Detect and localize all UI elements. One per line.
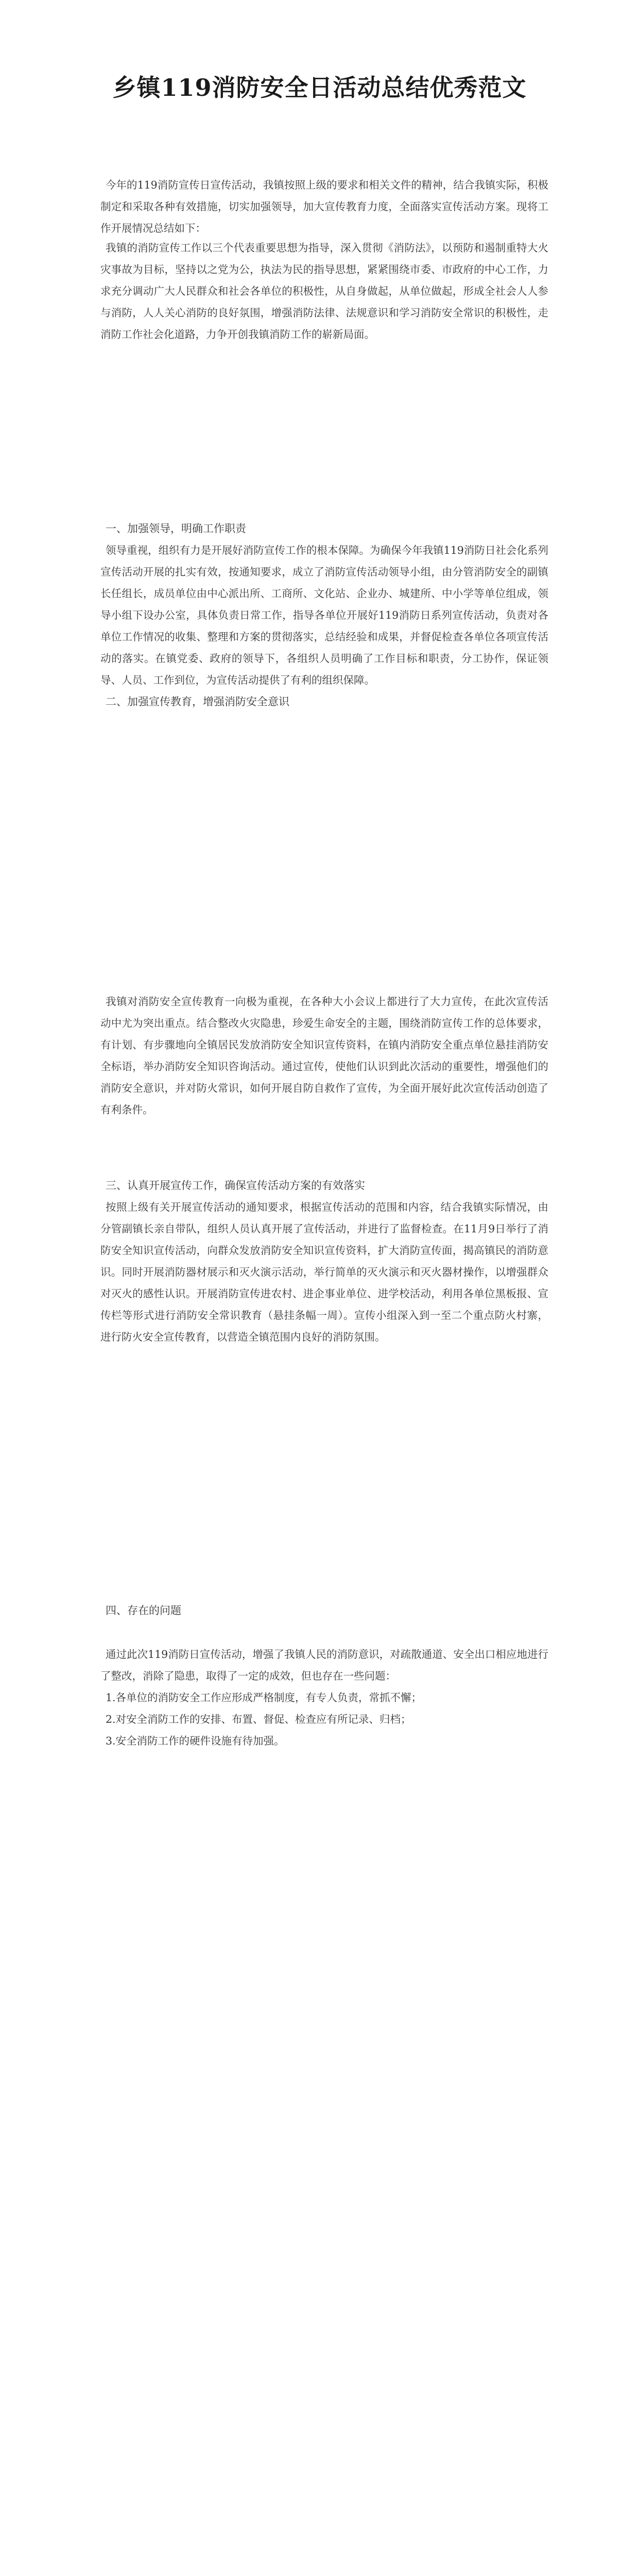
section-2-heading: 二、加强宣传教育，增强消防安全意识	[106, 696, 289, 708]
section-4-body: 通过此次119消防日宣传活动，增强了我镇人民的消防意识，对疏散通道、安全出口相应地进行了整改，消除了隐患，取得了一定的成效，但也存在一些问题：	[100, 1648, 548, 1682]
section-4	[100, 1643, 548, 1752]
section-2-body: 我镇对消防安全宣传教育一向极为重视，在各种大小会议上都进行了大力宣传，在此次宣传活动中尤为突出重点。结合整改火灾隐患，珍爱生命安全的主题，围绕消防宣传工作的总体要求，有计划、有步骤地向全镇居民发放消防安全知识宣传资料，在镇内消防安全重点单位悬挂消防安全标语，举办消防安全知识咨询活动。通过宣传，使他们认识到此次活动的重要性，增强他们的消防安全意识，并对防火常识，如何开展自防自救作了宣传，为全面开展好此次宣传活动创造了有利条件。	[100, 995, 548, 1116]
intro-paragraph: 今年的119消防宣传日宣传活动，我镇按照上级的要求和相关文件的精神，结合我镇实际，积极制定和采取各种有效措施，切实加强领导，加大宣传教育力度，全面落实宣传活动方案。现将工作开展情况总结如下：	[100, 179, 548, 234]
section-3-body: 按照上级有关开展宣传活动的通知要求，根据宣传活动的范围和内容，结合我镇实际情况，由分管副镇长亲自带队，组织人员认真开展了宣传活动，并进行了监督检查。在11月9日举行了消防安全知识宣传活动，向群众发放消防安全知识宣传资料，扩大消防宣传面，揭高镇民的消防意识。同时开展消防器材展示和灭火演示活动，举行简单的灭火演示和灭火器材操作，以增强群众对灭火的感性认识。开展消防宣传进农村、进企事业单位、进学校活动，利用各单位黑板报、宣传栏等形式进行消防安全常识教育（悬挂条幅一周）。宣传小组深入到一至二个重点防火村寨，进行防火安全宣传教育，以营造全镇范围内良好的消防氛围。	[100, 1201, 548, 1343]
section-1-heading: 一、加强领导，明确工作职责	[106, 522, 246, 535]
section-1	[100, 518, 548, 713]
intro-block	[100, 174, 548, 239]
section-4-heading: 四、存在的问题	[106, 1604, 181, 1617]
section-3	[100, 1175, 548, 1348]
guiding-block	[100, 237, 548, 345]
section-2	[100, 991, 548, 1121]
section-1-body: 领导重视，组织有力是开展好消防宣传工作的根本保障。为确保今年我镇119消防日社会化系列宣传活动开展的扎实有效，按通知要求，成立了消防宣传活动领导小组，由分管消防安全的副镇长任组长，成员单位由中心派出所、工商所、文化站、企业办、城建所、中小学等单位组成，领导小组下设办公室，具体负责日常工作，指导各单位开展好119消防日系列宣传活动，负责对各单位工作情况的收集、整理和方案的贯彻落实，总结经验和成果，并督促检查各单位各项宣传活动的落实。在镇党委、政府的领导下，各组织人员明确了工作目标和职责，分工协作，保证领导、人员、工作到位，为宣传活动提供了有利的组织保障。	[100, 544, 548, 686]
guiding-paragraph: 我镇的消防宣传工作以三个代表重要思想为指导，深入贯彻《消防法》，以预防和遏制重特大火灾事故为目标，坚持以之党为公，执法为民的指导思想，紧紧围绕市委、市政府的中心工作，力求充分调动广大人民群众和社会各单位的积极性，从自身做起，从单位做起，形成全社会人人参与消防，人人关心消防的良好氛围，增强消防法律、法规意识和学习消防安全常识的积极性，走消防工作社会化道路，力争开创我镇消防工作的崭新局面。	[100, 242, 548, 341]
section-4-heading-block	[100, 1600, 548, 1621]
document-title: 乡镇119消防安全日活动总结优秀范文	[112, 74, 527, 101]
section-3-heading: 三、认真开展宣传工作，确保宣传活动方案的有效落实	[106, 1179, 365, 1192]
problem-item-3: 3.安全消防工作的硬件设施有待加强。	[106, 1735, 285, 1747]
problem-item-1: 1.各单位的消防安全工作应形成严格制度，有专人负责，常抓不懈；	[106, 1691, 422, 1704]
problem-item-2: 2.对安全消防工作的安排、布置、督促、检查应有所记录、归档；	[106, 1713, 411, 1725]
